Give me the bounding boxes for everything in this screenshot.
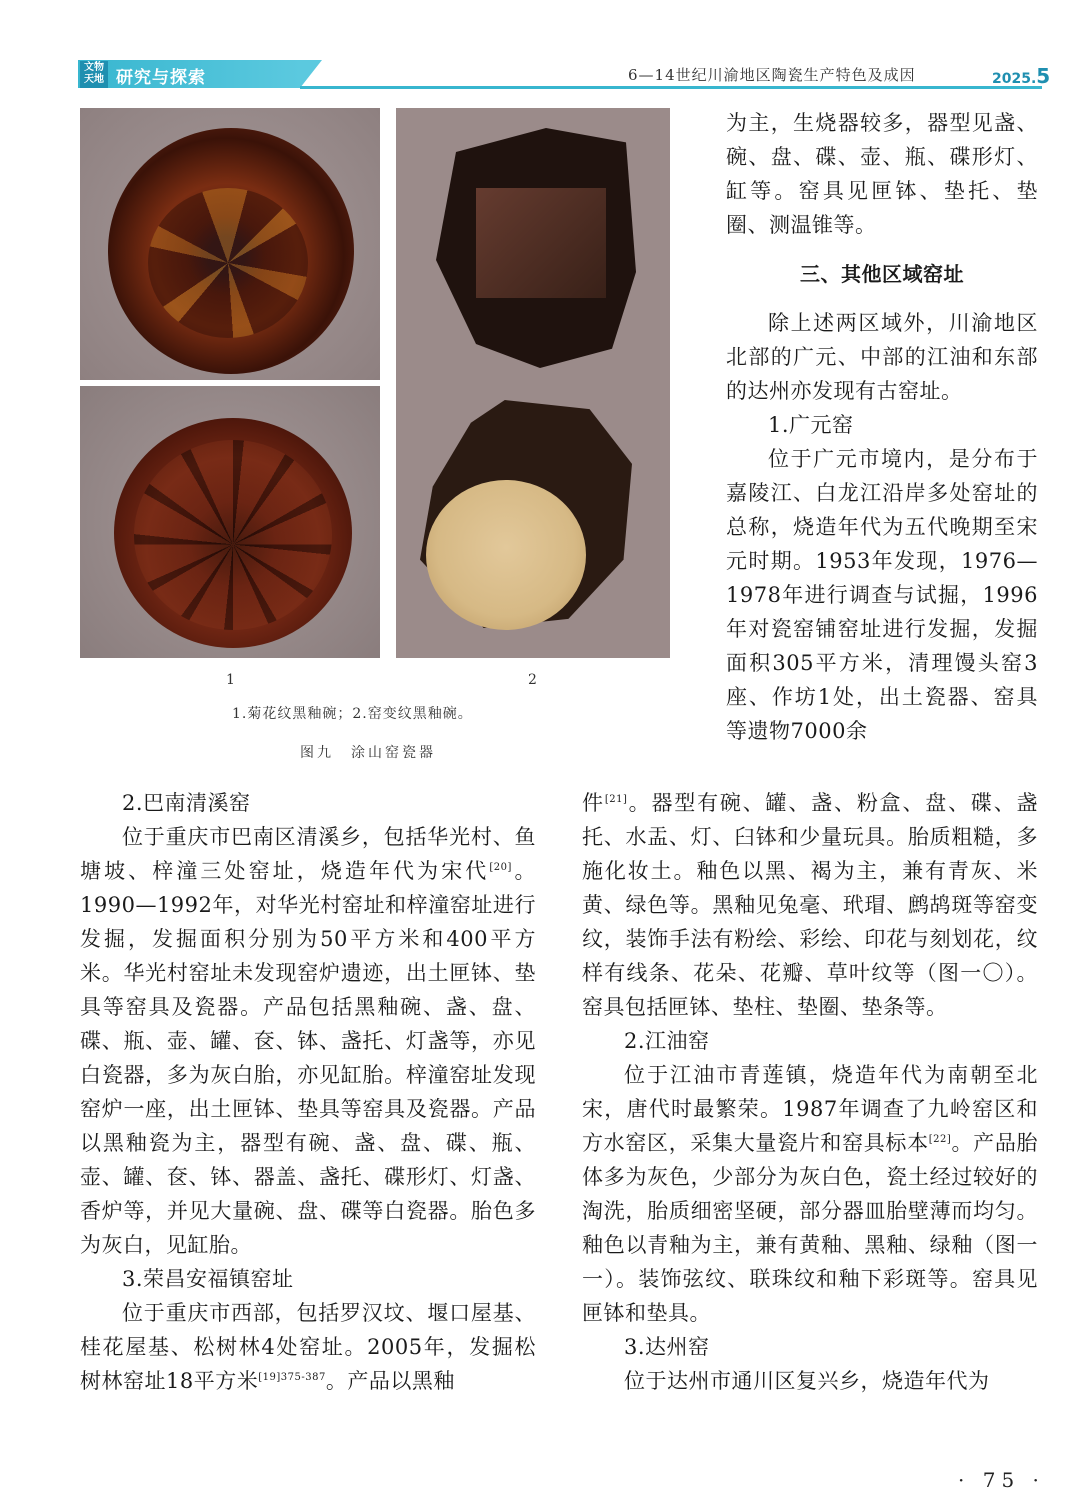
photo-chrysanthemum-bowl-top: [80, 108, 380, 380]
paragraph: 位于达州市通川区复兴乡，烧造年代为: [624, 1369, 990, 1393]
subheading-rongchang: 3.荣昌安福镇窑址: [122, 1267, 294, 1291]
right-column-top: [726, 106, 1038, 748]
subheading-jiangyou: 2.江油窑: [624, 1029, 710, 1053]
photo-chrysanthemum-bowl-bottom: [80, 386, 380, 658]
subheading-guangyuan: 1.广元窑: [768, 413, 854, 437]
subheading-qingxi: 2.巴南清溪窑: [122, 791, 251, 815]
journal-logo: 文物 天地: [80, 61, 108, 88]
left-column: [80, 786, 536, 1398]
page-header: [0, 0, 1080, 100]
issue-number: 2025.5: [992, 64, 1051, 88]
paragraph: 为主，生烧器较多，器型见盏、碗、盘、碟、壶、瓶、碟形灯、缸等。窑具见匣钵、垫托、垫圈、测温锥等。: [726, 111, 1038, 237]
paragraph: 位于广元市境内，是分布于嘉陵江、白龙江沿岸多处窑址的总称，烧造年代为五代晚期至宋元时期。1953年发现，1976—1978年进行调查与试掘，1996年对瓷窑铺窑址进行发掘，发掘面积305平方米，清理馒头窑3座、作坊1处，出土瓷器、窑具等遗物7000余: [726, 447, 1038, 743]
section-heading: 三、其他区域窑址: [800, 262, 964, 286]
black-glaze-bowl-image: [114, 418, 352, 648]
figure-caption-title: 图九 涂山窑瓷器: [300, 745, 436, 761]
header-rule: [300, 86, 1042, 89]
figure-label-2: 2: [528, 672, 537, 688]
photo-kiln-transmutation-bowl: [396, 108, 670, 658]
bowl-shard-image: [436, 128, 636, 368]
figure-caption-items: 1.菊花纹黑釉碗；2.窑变纹黑釉碗。: [232, 706, 473, 722]
black-glaze-bowl-image: [108, 128, 354, 374]
figure-label-1: 1: [226, 672, 235, 688]
figure-nine: [80, 108, 670, 668]
paragraph: 件[21]。器型有碗、罐、盏、粉盒、盘、碟、盏托、水盂、灯、臼钵和少量玩具。胎质粗糙，多施化妆土。釉色以黑、褐为主，兼有青灰、米黄、绿色等。黑釉见兔毫、玳瑁、鹧鸪斑等窑变纹，装饰手法有粉绘、彩绘、印花与刻划花，纹样有线条、花朵、花瓣、草叶纹等（图一〇）。窑具包括匣钵、垫柱、垫圈、垫条等。: [582, 791, 1039, 1019]
right-column-bottom: [582, 786, 1038, 1398]
running-title: 6—14世纪川渝地区陶瓷生产特色及成因: [628, 66, 916, 84]
bowl-foot-image: [426, 480, 586, 630]
subheading-dazhou: 3.达州窑: [624, 1335, 710, 1359]
paragraph: 位于重庆市西部，包括罗汉坟、堰口屋基、桂花屋基、松树林4处窑址。2005年，发掘松树林窑址18平方米$^{[19]375-387}$。产品以黑釉: [80, 1301, 536, 1393]
section-title: 研究与探索: [116, 68, 206, 88]
paragraph: 除上述两区域外，川渝地区北部的广元、中部的江油和东部的达州亦发现有古窑址。: [726, 311, 1038, 403]
header-band-tail: [300, 60, 322, 88]
paragraph: 位于重庆市巴南区清溪乡，包括华光村、鱼塘坡、梓潼三处窑址，烧造年代为宋代[20]。1990—1992年，对华光村窑址和梓潼窑址进行发掘，发掘面积分别为50平方米和400平方米。华光村窑址未发现窑炉遗迹，出土匣钵、垫具等窑具及瓷器。产品包括黑釉碗、盏、盘、碟、瓶、壶、罐、奁、钵、盏托、灯盏等，亦见白瓷器，多为灰白胎，亦见缸胎。梓潼窑址发现窑炉一座，出土匣钵、垫具等窑具及瓷器。产品以黑釉瓷为主，器型有碗、盏、盘、碟、瓶、壶、罐、奁、钵、器盖、盏托、碟形灯、灯盏、香炉等，并见大量碗、盘、碟等白瓷器。胎色多为灰白，见缸胎。: [80, 825, 537, 1257]
page-number: · 75 ·: [958, 1468, 1045, 1492]
paragraph: 位于江油市青莲镇，烧造年代为南朝至北宋，唐代时最繁荣。1987年调查了九岭窑区和方水窑区，采集大量瓷片和窑具标本[22]。产品胎体多为灰色，少部分为灰白色，瓷土经过较好的淘洗，胎质细密坚硬，部分器皿胎壁薄而均匀。釉色以青釉为主，兼有黄釉、黑釉、绿釉（图一一）。装饰弦纹、联珠纹和釉下彩斑等。窑具见匣钵和垫具。: [582, 1063, 1039, 1325]
